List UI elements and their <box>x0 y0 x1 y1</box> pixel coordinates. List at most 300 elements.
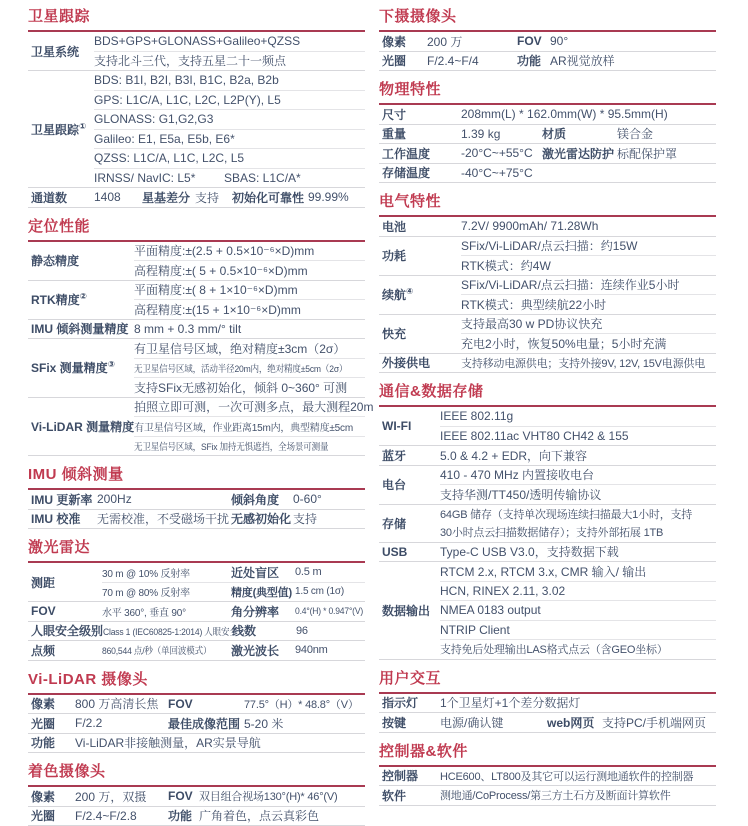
spec-value: 1.39 kg <box>461 126 501 141</box>
spec-row <box>28 563 365 601</box>
spec-sublabel: 功能 <box>517 54 542 69</box>
spec-row <box>379 217 716 236</box>
spec-label-text: 软件 <box>382 788 407 803</box>
spec-value: F/2.4~F/2.8 <box>75 808 137 823</box>
spec-column-left <box>28 5 374 826</box>
spec-line <box>440 582 716 601</box>
spec-line <box>440 767 716 786</box>
spec-label-text: RTK精度 <box>31 293 80 307</box>
spec-section <box>379 742 716 806</box>
row-separator <box>28 207 365 208</box>
spec-row <box>379 767 716 786</box>
spec-lines <box>102 602 365 621</box>
spec-value: 940nm <box>295 644 328 657</box>
spec-sublabel: 近处盲区 <box>231 565 280 580</box>
spec-label <box>379 286 461 303</box>
spec-row <box>28 602 365 621</box>
spec-sublabel: FOV <box>517 34 542 49</box>
spec-label <box>28 121 94 138</box>
spec-label-text: 指示灯 <box>382 696 419 711</box>
spec-line <box>94 188 365 207</box>
spec-value: 200 万，双摄 <box>75 789 147 804</box>
spec-label <box>28 43 94 60</box>
spec-line <box>440 543 716 562</box>
spec-row <box>379 52 716 71</box>
spec-line <box>94 91 365 110</box>
spec-value: 7.2V/ 9900mAh/ 71.28Wh <box>461 219 599 234</box>
footnote-marker: ③ <box>107 359 115 370</box>
spec-label-text: 存储 <box>382 516 407 531</box>
spec-value: 860,544 点/秒（单回波模式） <box>102 646 212 658</box>
spec-row <box>28 641 365 660</box>
spec-label-text: SFix 测量精度 <box>31 361 108 376</box>
spec-value: IEEE 802.11g <box>440 409 514 424</box>
spec-sublabel: 精度(典型值) <box>231 586 292 599</box>
spec-value: IEEE 802.11ac VHT80 CH42 & 155 <box>440 428 629 443</box>
spec-lines <box>75 695 365 714</box>
spec-value: 有卫星信号区域，作业距离15m内，典型精度±5cm <box>134 422 353 434</box>
spec-line <box>440 407 716 426</box>
spec-value: 平面精度:±( 8 + 1×10⁻⁶×D)mm <box>134 283 298 298</box>
spec-line <box>134 398 374 417</box>
spec-label-text: 人眼安全级别 <box>31 624 104 639</box>
spec-value: 96 <box>296 624 308 637</box>
spec-row <box>379 125 716 144</box>
spec-label-text: 工作温度 <box>382 146 431 161</box>
spec-label <box>28 695 75 712</box>
spec-label <box>379 218 461 235</box>
spec-label <box>28 574 102 591</box>
row-separator <box>379 659 716 660</box>
spec-row <box>379 315 716 353</box>
spec-row <box>28 32 365 70</box>
spec-value: 拍照立即可测，一次可测多点，最大测程20m <box>134 400 374 415</box>
spec-label <box>379 145 461 162</box>
spec-line <box>461 256 716 275</box>
spec-label <box>28 418 134 435</box>
spec-line <box>134 437 365 456</box>
spec-value: QZSS: L1C/A, L1C, L2C, L5 <box>94 151 245 166</box>
spec-label-text: 像素 <box>31 697 56 712</box>
row-separator <box>379 182 716 183</box>
spec-lines <box>461 144 716 163</box>
spec-value: F/2.4~F/4 <box>427 53 479 68</box>
spec-value: 电源/确认键 <box>440 715 504 730</box>
spec-lines <box>440 505 716 542</box>
spec-lines <box>440 543 716 562</box>
spec-value: 99.99% <box>308 190 349 205</box>
spec-value: 1.5 cm (1σ) <box>295 586 344 598</box>
spec-line <box>75 807 365 826</box>
spec-label <box>379 714 440 731</box>
spec-line <box>440 466 716 485</box>
spec-line <box>461 217 716 236</box>
spec-row <box>379 144 716 163</box>
spec-row <box>379 466 716 504</box>
spec-label <box>379 354 461 371</box>
spec-label <box>379 33 427 50</box>
spec-row <box>379 694 716 713</box>
spec-sublabel: FOV <box>168 696 193 711</box>
spec-row <box>28 807 365 826</box>
spec-section <box>28 7 365 208</box>
spec-lines <box>94 32 365 70</box>
spec-line <box>134 300 365 319</box>
spec-line <box>75 714 365 733</box>
spec-row <box>28 734 365 753</box>
spec-section <box>28 465 365 529</box>
spec-row <box>379 786 716 805</box>
spec-row <box>28 188 365 207</box>
spec-label <box>28 642 102 659</box>
spec-value: RTK模式：约4W <box>461 258 551 273</box>
spec-line <box>461 164 716 183</box>
spec-row <box>379 446 716 465</box>
spec-line <box>94 71 365 90</box>
spec-label <box>28 252 134 269</box>
spec-row <box>28 787 365 806</box>
spec-value: 测地通/CoProcess/第三方土石方及断面计算软件 <box>440 790 671 803</box>
spec-value: -20°C~+55°C <box>461 146 533 161</box>
spec-value: Type-C USB V3.0，支持数据下载 <box>440 545 619 560</box>
spec-value: 有卫星信号区域，绝对精度±3cm（2σ） <box>134 341 346 356</box>
spec-sublabel: 激光雷达防护 <box>542 146 615 161</box>
spec-section <box>379 192 716 373</box>
row-separator <box>379 805 716 806</box>
spec-line <box>134 359 365 378</box>
spec-sublabel: 倾斜角度 <box>231 492 280 507</box>
spec-row <box>28 695 365 714</box>
spec-sublabel: 激光波长 <box>231 643 280 658</box>
spec-label <box>379 247 461 264</box>
spec-value: IRNSS/ NavIC: L5* <box>94 170 196 185</box>
spec-lines <box>440 562 716 659</box>
spec-lines <box>461 125 716 144</box>
spec-label-text: IMU 校准 <box>31 512 81 527</box>
spec-label <box>379 419 440 433</box>
spec-label <box>379 125 461 142</box>
spec-lines <box>440 713 716 732</box>
spec-line <box>94 110 365 129</box>
spec-label-text: 光圈 <box>31 809 56 824</box>
spec-row <box>28 281 365 319</box>
spec-lines <box>440 786 716 805</box>
section-title: 激光雷达 <box>28 539 91 556</box>
spec-value: 无卫星信号区域，SFix 加持无惧遮挡，全场景可测量 <box>134 441 329 453</box>
spec-lines <box>134 320 365 339</box>
spec-line <box>440 427 716 446</box>
spec-line <box>440 621 716 640</box>
spec-label-text: 数据输出 <box>382 603 431 618</box>
spec-value: 高程精度:±( 5 + 0.5×10⁻⁶×D)mm <box>134 263 308 278</box>
spec-label <box>379 545 440 559</box>
spec-lines <box>75 807 365 826</box>
spec-label <box>28 622 103 639</box>
section-title: Vi-LiDAR 摄像头 <box>28 670 148 688</box>
spec-label <box>379 476 440 493</box>
spec-row <box>28 339 365 397</box>
section-title: 通信&数据存储 <box>379 383 484 400</box>
spec-line <box>440 523 716 542</box>
spec-row <box>379 505 716 542</box>
spec-sublabel: 材质 <box>542 127 567 142</box>
spec-value: 70 m @ 80% 反射率 <box>102 588 190 600</box>
spec-label-text: WI-FI <box>382 419 412 433</box>
spec-row <box>28 622 365 641</box>
spec-value: HCN, RINEX 2.11, 3.02 <box>440 583 566 598</box>
spec-line <box>461 237 716 256</box>
spec-label-text: 光圈 <box>382 54 407 69</box>
spec-sublabel: 角分辨率 <box>231 604 280 619</box>
spec-value: SFix/Vi-LiDAR/点云扫描：连续作业5小时 <box>461 278 680 293</box>
spec-value: NTRIP Client <box>440 622 510 637</box>
spec-value: 支持免后处理输出LAS格式点云（含GEO坐标） <box>440 644 668 657</box>
spec-value: 广角着色，点云真彩色 <box>199 809 320 824</box>
spec-value: 高程精度:±(15 + 1×10⁻⁶×D)mm <box>134 302 301 317</box>
spec-line <box>97 490 365 509</box>
section-title: 物理特性 <box>379 81 442 98</box>
section-title: 下摄摄像头 <box>379 8 457 25</box>
spec-sublabel: 初始化可靠性 <box>232 190 305 205</box>
row-separator <box>28 660 365 661</box>
spec-lines <box>440 466 716 504</box>
spec-value: 200 万 <box>427 34 463 49</box>
spec-value: 0.4°(H) * 0.947°(V) <box>295 605 364 617</box>
spec-label <box>379 325 461 342</box>
spec-line <box>427 52 716 71</box>
spec-row <box>379 105 716 124</box>
spec-label-text: 外接供电 <box>382 356 431 371</box>
spec-row <box>379 562 716 659</box>
spec-label <box>28 510 97 527</box>
spec-label-text: 像素 <box>31 789 56 804</box>
spec-line <box>94 130 365 149</box>
spec-lines <box>461 315 716 353</box>
spec-section <box>379 382 716 660</box>
spec-lines <box>461 354 716 373</box>
spec-value: F/2.2 <box>75 716 103 731</box>
spec-lines <box>134 339 365 397</box>
spec-value: SBAS: L1C/A* <box>224 170 301 185</box>
footnote-marker: ② <box>79 291 87 301</box>
spec-value: 标配保护罩 <box>617 146 678 161</box>
spec-label-text: Vi-LiDAR 测量精度 <box>31 419 135 434</box>
spec-value: NMEA 0183 output <box>440 603 541 618</box>
spec-label <box>28 807 75 824</box>
spec-line <box>461 295 716 314</box>
spec-label <box>28 291 134 308</box>
spec-label-text: 电池 <box>382 219 407 234</box>
spec-label-text: IMU 倾斜测量精度 <box>31 322 129 337</box>
spec-lines <box>103 622 365 641</box>
spec-row <box>379 276 716 314</box>
spec-value: 1个卫星灯+1个差分数据灯 <box>440 696 581 711</box>
spec-value: RTCM 2.x, RTCM 3.x, CMR 输入/ 输出 <box>440 564 647 579</box>
row-separator <box>379 70 716 71</box>
spec-label-text: 光圈 <box>31 716 56 731</box>
spec-label-text: 功耗 <box>382 249 407 263</box>
spec-row <box>28 714 365 733</box>
spec-line <box>440 694 716 713</box>
spec-value: Galileo: E1, E5a, E5b, E6* <box>94 131 235 146</box>
spec-lines <box>75 714 365 733</box>
spec-value: 30 m @ 10% 反射率 <box>102 568 190 580</box>
spec-value: 充电2小时，恢复50%电量；5小时充满 <box>461 336 667 351</box>
spec-value: 支持移动电源供电；支持外接9V, 12V, 15V电源供电 <box>461 357 706 370</box>
spec-line <box>75 734 365 753</box>
spec-section <box>28 217 374 457</box>
spec-line <box>103 622 365 641</box>
spec-lines <box>461 164 716 183</box>
spec-lines <box>440 694 716 713</box>
spec-value: -40°C~+75°C <box>461 165 533 180</box>
section-title: 卫星跟踪 <box>28 8 91 25</box>
row-separator <box>28 528 365 529</box>
spec-value: 0.5 m <box>295 566 322 579</box>
spec-label-text: 功能 <box>31 736 56 751</box>
spec-line <box>134 339 365 358</box>
section-title: 着色摄像头 <box>28 763 106 780</box>
spec-sublabel: 功能 <box>168 809 193 824</box>
spec-lines <box>134 281 365 319</box>
spec-lines <box>461 105 716 124</box>
spec-line <box>461 354 716 373</box>
spec-lines <box>461 276 716 314</box>
spec-label <box>28 715 75 732</box>
spec-line <box>440 713 716 732</box>
spec-line <box>461 125 716 144</box>
spec-label-text: 卫星跟踪 <box>31 122 80 137</box>
row-separator <box>28 752 365 753</box>
spec-label-text: 静态精度 <box>31 254 80 268</box>
spec-value: 5.0 & 4.2 + EDR，向下兼容 <box>440 448 588 463</box>
spec-label-text: 尺寸 <box>382 107 407 122</box>
spec-lines <box>102 641 365 660</box>
spec-lines <box>75 787 365 806</box>
spec-line <box>94 32 365 51</box>
spec-value: 0-60° <box>293 492 322 507</box>
spec-line <box>461 105 716 124</box>
spec-line <box>134 281 365 300</box>
spec-sublabel: 无感初始化 <box>231 512 292 527</box>
spec-value: 5-20 米 <box>244 716 284 731</box>
spec-value: 90° <box>550 34 569 49</box>
spec-label <box>379 447 440 464</box>
spec-row <box>28 71 365 187</box>
spec-label-text: 存储温度 <box>382 166 431 181</box>
spec-lines <box>97 510 365 529</box>
spec-value: BDS+GPS+GLONASS+Galileo+QZSS <box>94 34 301 49</box>
spec-sublabel: web网页 <box>547 715 595 730</box>
section-title: 电气特性 <box>379 193 442 210</box>
spec-line <box>440 446 716 465</box>
spec-row <box>28 398 374 456</box>
spec-value: 水平 360°, 垂直 90° <box>102 607 186 619</box>
spec-line <box>427 32 716 51</box>
spec-label <box>28 491 97 508</box>
spec-line <box>102 563 365 582</box>
spec-label-text: 按键 <box>382 715 407 730</box>
spec-label <box>28 189 94 206</box>
spec-label-text: FOV <box>31 604 56 619</box>
spec-value: 200Hz <box>97 492 132 507</box>
spec-value: HCE600、LT800及其它可以运行测地通软件的控制器 <box>440 770 694 783</box>
spec-label-text: 点频 <box>31 643 56 658</box>
spec-label <box>379 787 440 804</box>
spec-value: Vi-LiDAR非接触测量，AR实景导航 <box>75 736 261 751</box>
spec-line <box>134 261 365 280</box>
spec-line <box>440 640 716 659</box>
spec-value: 支持SFix无感初始化，倾斜 0~360° 可测 <box>134 380 348 395</box>
spec-line <box>134 242 365 261</box>
spec-value: 支持 <box>195 190 220 205</box>
spec-label-text: USB <box>382 544 408 559</box>
row-separator <box>379 372 716 373</box>
spec-line <box>94 149 365 168</box>
spec-value: 支持最高30 w PD协议快充 <box>461 317 603 332</box>
spec-row <box>379 164 716 183</box>
spec-lines <box>440 767 716 786</box>
spec-lines <box>134 242 365 280</box>
spec-value: GLONASS: G1,G2,G3 <box>94 112 214 127</box>
spec-label <box>379 106 461 123</box>
spec-value: Class 1 (IEC60825-1:2014) 人眼安全 <box>103 626 238 638</box>
spec-section <box>379 80 716 183</box>
spec-row <box>379 407 716 445</box>
spec-value: 800 万高清长焦 <box>75 697 159 712</box>
spec-value: 64GB 储存（支持单次现场连续扫描最大1小时，支持 <box>440 508 693 521</box>
spec-label <box>379 52 427 69</box>
spec-line <box>102 602 365 621</box>
spec-value: 平面精度:±(2.5 + 0.5×10⁻⁶×D)mm <box>134 244 315 259</box>
spec-section <box>379 669 716 733</box>
spec-row <box>379 354 716 373</box>
spec-lines <box>461 217 716 236</box>
spec-label <box>28 320 134 337</box>
spec-sublabel: 最佳成像范围 <box>168 716 241 731</box>
spec-row <box>28 242 365 280</box>
spec-lines <box>440 407 716 445</box>
spec-label <box>379 767 440 784</box>
spec-lines <box>440 446 716 465</box>
spec-value: 支持华测/TT450/透明传输协议 <box>440 487 602 502</box>
spec-line <box>440 505 716 524</box>
spec-row <box>379 713 716 732</box>
spec-sublabel: 线数 <box>232 624 257 639</box>
spec-label-text: 卫星系统 <box>31 44 80 59</box>
spec-lines <box>461 237 716 275</box>
spec-label <box>379 694 440 711</box>
row-separator <box>379 732 716 733</box>
spec-label-text: 电台 <box>382 478 407 492</box>
spec-value: 77.5°（H）* 48.8°（V） <box>244 698 359 711</box>
spec-lines <box>94 188 365 207</box>
spec-section <box>28 670 365 754</box>
spec-label-text: 重量 <box>382 127 407 142</box>
spec-lines <box>134 398 374 456</box>
spec-line <box>461 276 716 295</box>
spec-label <box>28 604 102 618</box>
spec-value: 8 mm + 0.3 mm/° tilt <box>134 321 242 336</box>
spec-value: 双目组合视场130°(H)* 46°(V) <box>199 791 338 804</box>
spec-label <box>28 734 75 751</box>
spec-row <box>28 320 365 339</box>
spec-label <box>379 164 461 181</box>
spec-label-text: 快充 <box>382 327 407 341</box>
spec-label <box>28 788 75 805</box>
spec-line <box>102 583 365 602</box>
section-title: 用户交互 <box>379 669 442 687</box>
